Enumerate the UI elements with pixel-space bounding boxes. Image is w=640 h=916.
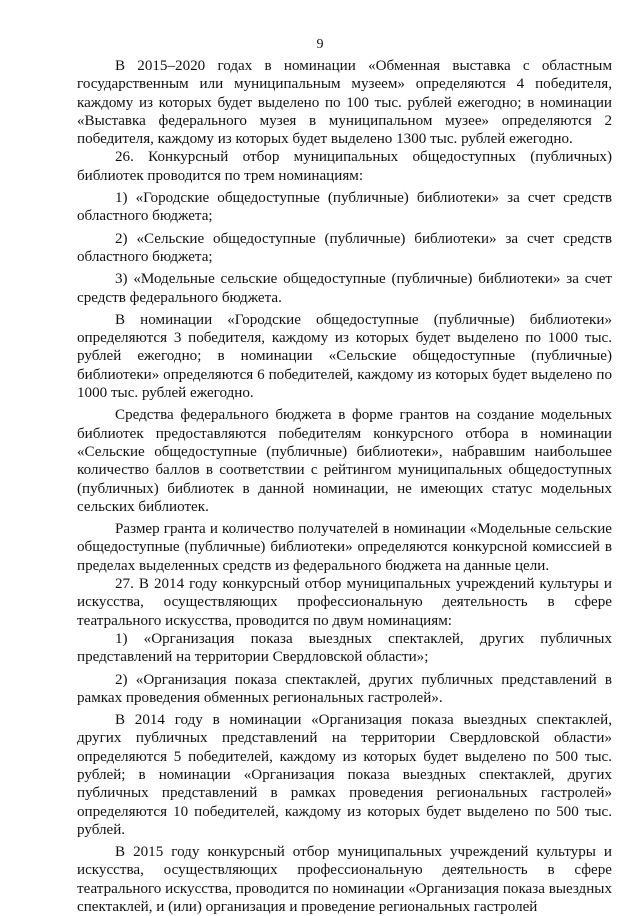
list-item-exchange-tours: 2) «Организация показа спектаклей, других публичных представлений в рамках проведения обменных региональных гастролей». xyxy=(77,671,612,706)
paragraph-theatre-winners-2014: В 2014 году в номинации «Организация показа выездных спектаклей, других публичных представлений на территории Свердловской области» определяются 5 победителей, каждому из которых будет выделено по 500 тыс. рублей; в номинации «Организация показа выездных спектаклей, других публичных представлений в рамках проведения региональных гастролей» определяются 10 победителей, каждому из которых будет выделено по 500 тыс. рублей. xyxy=(77,712,612,838)
list-item-urban-libraries: 1) «Городские общедоступные (публичные) библиотеки» за счет средств областного бюджета; xyxy=(77,190,612,225)
paragraph-item-27-theatres: 27. В 2014 году конкурсный отбор муниципальных учреждений культуры и искусства, осуществляющих профессиональную деятельность в сфере театрального искусства, проводится по двум номинациям: xyxy=(77,576,612,629)
paragraph-library-winners: В номинации «Городские общедоступные (публичные) библиотеки» определяются 3 победителя, каждому из которых будет выделено по 1000 тыс. рублей ежегодно; в номинации «Сельские общедоступные (публичные) библиотеки» определяются 6 победителей, каждому из которых будет выделено по 1000 тыс. рублей ежегодно. xyxy=(77,311,612,402)
document-body xyxy=(77,57,612,916)
paragraph-nominations-museums-2015: В 2015–2020 годах в номинации «Обменная выставка с областным государственным или муниципальным музеем» определяются 4 победителя, каждому из которых будет выделено по 100 тыс. рублей ежегодно; в номинации «Выставка федерального музея в муниципальном музее» определяются 2 победителя, каждому из которых будет выделено 1300 тыс. рублей ежегодно. xyxy=(77,58,612,148)
list-item-model-libraries: 3) «Модельные сельские общедоступные (публичные) библиотеки» за счет средств федерального бюджета. xyxy=(77,271,612,306)
list-item-touring-performances: 1) «Организация показа выездных спектаклей, других публичных представлений на территории Свердловской области»; xyxy=(77,630,612,666)
paragraph-item-26-libraries: 26. Конкурсный отбор муниципальных общедоступных (публичных) библиотек проводится по трем номинациям: xyxy=(77,149,612,184)
paragraph-theatre-selection-2015: В 2015 году конкурсный отбор муниципальных учреждений культуры и искусства, осуществляющих профессиональную деятельность в сфере театрального искусства, проводится по номинации «Организация показа выездных спектаклей, и (или) организация и проведение региональных гастролей xyxy=(77,844,612,916)
page-number: 9 xyxy=(316,37,324,52)
paragraph-grant-size: Размер гранта и количество получателей в номинации «Модельные сельские общедоступные (публичные) библиотеки» определяются конкурсной комиссией в пределах выделенных средств из федерального бюджета на данные цели. xyxy=(77,521,612,574)
list-item-rural-libraries: 2) «Сельские общедоступные (публичные) библиотеки» за счет средств областного бюджета; xyxy=(77,230,612,265)
paragraph-federal-grants: Средства федерального бюджета в форме грантов на создание модельных библиотек предоставляются победителям конкурсного отбора в номинации «Сельские общедоступные (публичные) библиотеки», набравшим наибольшее количество баллов в соответствии с рейтингом муниципальных общедоступных (публичных) библиотек в данной номинации, не имеющих статус модельных сельских библиотек. xyxy=(77,407,612,515)
